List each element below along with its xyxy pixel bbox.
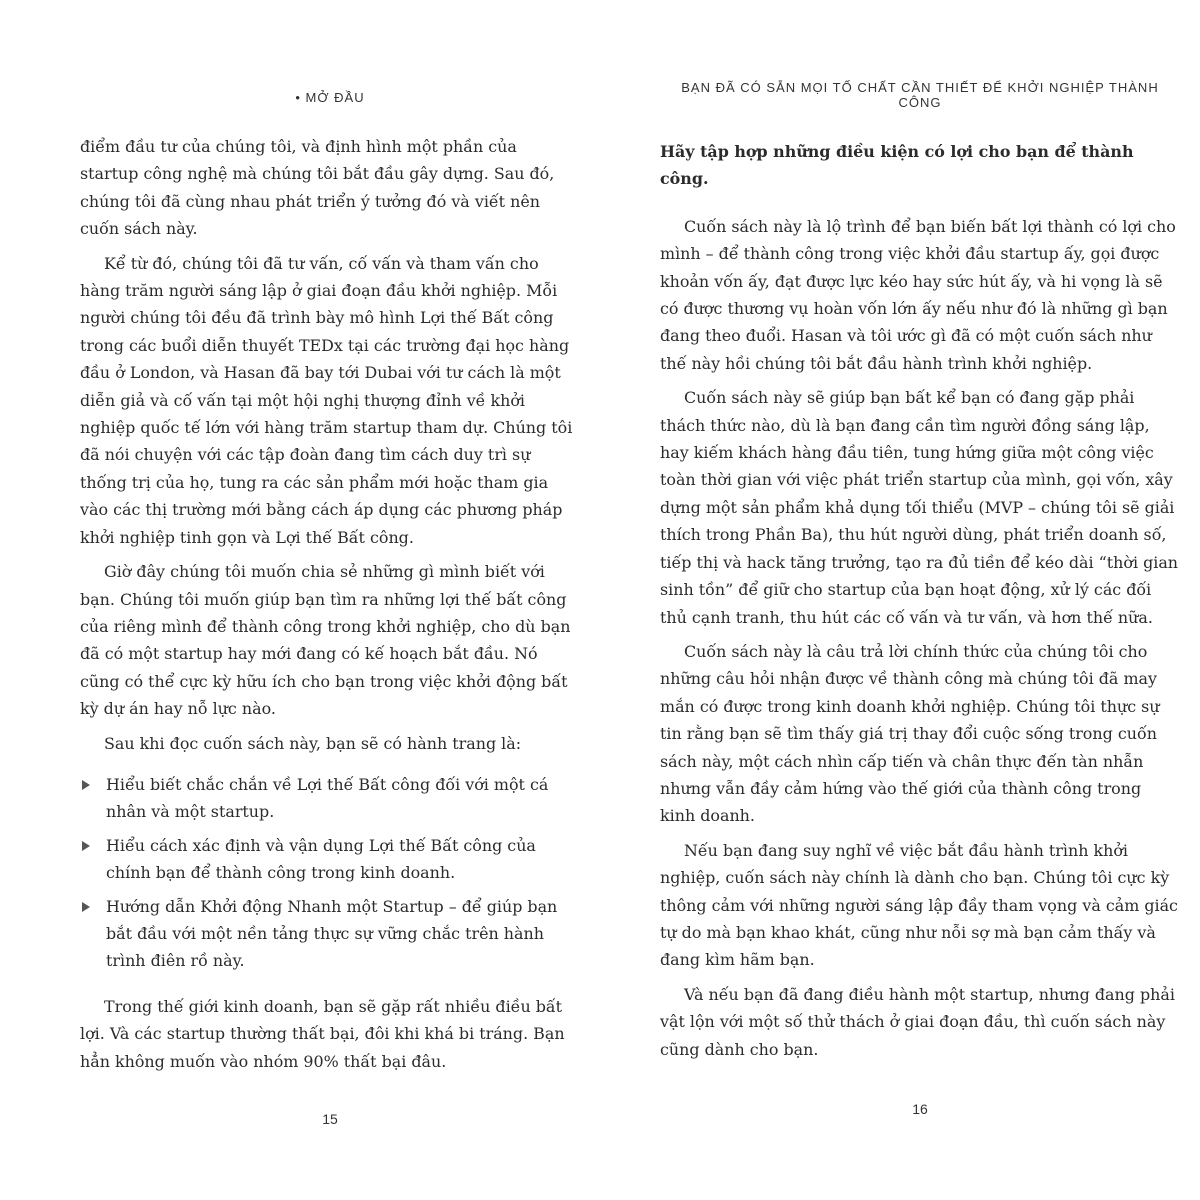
triangle-bullet-icon — [82, 841, 90, 851]
body-paragraph: Kể từ đó, chúng tôi đã tư vấn, cố vấn và tham vấn cho hàng trăm người sáng lập ở giai đoạn đầu khởi nghiệp. Mỗi người chúng tôi đều đã trình bày mô hình Lợi thế Bất công trong các buổi diễn thuyết TEDx tại các trường đại học hàng đầu ở London, và Hasan đã bay tới Dubai với tư cách là một diễn giả và cố vấn tại một hội nghị thượng đỉnh về khởi nghiệp quốc tế lớn với hàng trăm startup tham dự. Chúng tôi đã nói chuyện với các tập đoàn đang tìm cách duy trì sự thống trị của họ, tung ra các sản phẩm mới hoặc tham gia vào các thị trường mới bằng cách áp dụng các phương pháp khởi nghiệp tinh gọn và Lợi thế Bất công. — [80, 253, 573, 547]
list-item-text: Hướng dẫn Khởi động Nhanh một Startup – để giúp bạn bắt đầu với một nền tảng thực sự vững chắc trên hành trình điên rồ này. — [106, 896, 558, 971]
triangle-bullet-icon — [82, 780, 90, 790]
running-head: • MỞ ĐẦU — [295, 90, 365, 105]
list-item — [106, 832, 580, 887]
body-paragraph: Giờ đây chúng tôi muốn chia sẻ những gì mình biết với bạn. Chúng tôi muốn giúp bạn tìm ra những lợi thế bất công của riêng mình để thành công trong khởi nghiệp, cho dù bạn đã có một startup hay mới đang có kế hoạch bắt đầu. Nó cũng có thể cực kỳ hữu ích cho bạn trong việc khởi động bất kỳ dự án hay nỗ lực nào. — [80, 562, 571, 719]
list-item — [106, 893, 580, 975]
page-number: 16 — [912, 1101, 928, 1117]
body-paragraph: Cuốn sách này là lộ trình để bạn biến bất lợi thành có lợi cho mình – để thành công trong việc khởi đầu startup ấy, gọi được khoản vốn ấy, đạt được lực kéo hay sức hút ấy, và hi vọng là sẽ có được thương vụ hoàn vốn lớn ấy nếu như đó là những gì bạn đang theo đuổi. Hasan và tôi ước gì đã có một cuốn sách như thế này hồi chúng tôi bắt đầu hành trình khởi nghiệp. — [660, 216, 1176, 373]
list-item-text: Hiểu biết chắc chắn về Lợi thế Bất công đối với một cá nhân và một startup. — [106, 774, 549, 822]
body-paragraph: Trong thế giới kinh doanh, bạn sẽ gặp rất nhiều điều bất lợi. Và các startup thường thất bại, đôi khi khá bi tráng. Bạn hẳn không muốn vào nhóm 90% thất bại đâu. — [80, 996, 565, 1071]
left-page — [80, 90, 580, 1127]
bullet-list — [80, 771, 580, 975]
body-paragraph: Nếu bạn đang suy nghĩ về việc bắt đầu hành trình khởi nghiệp, cuốn sách này chính là dành cho bạn. Chúng tôi cực kỳ thông cảm với những người sáng lập đầy tham vọng và cảm giác tự do mà bạn khao khát, cũng như nỗi sợ mà bạn cảm thấy và đang kìm hãm bạn. — [660, 840, 1178, 970]
bold-heading-line: Hãy tập hợp những điều kiện có lợi cho bạn để thành công. — [660, 142, 1134, 189]
list-item-text: Hiểu cách xác định và vận dụng Lợi thế Bất công của chính bạn để thành công trong kinh doanh. — [106, 835, 536, 883]
list-item — [106, 771, 580, 826]
body-paragraph: Và nếu bạn đã đang điều hành một startup, nhưng đang phải vật lộn với một số thử thách ở giai đoạn đầu, thì cuốn sách này cũng dành cho bạn. — [660, 984, 1175, 1059]
running-head: BẠN ĐÃ CÓ SẴN MỌI TỐ CHẤT CẦN THIẾT ĐỂ KHỞI NGHIỆP THÀNH CÔNG — [681, 80, 1159, 110]
body-paragraph: Cuốn sách này là câu trả lời chính thức của chúng tôi cho những câu hỏi nhận được về thành công mà chúng tôi đã may mắn có được trong kinh doanh khởi nghiệp. Chúng tôi thực sự tin rằng bạn sẽ tìm thấy giá trị thay đổi cuộc sống trong cuốn sách này, một cách nhìn cấp tiến và chân thực đến tàn nhẫn nhưng vẫn đầy cảm hứng vào thế giới của thành công trong kinh doanh. — [660, 641, 1160, 826]
body-paragraph: Sau khi đọc cuốn sách này, bạn sẽ có hành trang là: — [104, 733, 522, 753]
right-page — [660, 80, 1180, 1117]
page-number: 15 — [322, 1111, 338, 1127]
body-paragraph: Cuốn sách này sẽ giúp bạn bất kể bạn có đang gặp phải thách thức nào, dù là bạn đang cần tìm người đồng sáng lập, hay kiếm khách hàng đầu tiên, tung hứng giữa một công việc toàn thời gian với việc phát triển startup của mình, gọi vốn, xây dựng một sản phẩm khả dụng tối thiểu (MVP – chúng tôi sẽ giải thích trong Phần Ba), thu hút người dùng, phát triển doanh số, tiếp thị và hack tăng trưởng, tạo ra đủ tiền để kéo dài “thời gian sinh tồn” để giữ cho startup của bạn hoạt động, xử lý các đối thủ cạnh tranh, thu hút các cố vấn và tư vấn, và hơn thế nữa. — [660, 388, 1179, 627]
triangle-bullet-icon — [82, 902, 90, 912]
body-paragraph: điểm đầu tư của chúng tôi, và định hình một phần của startup công nghệ mà chúng tôi bắt đầu gây dựng. Sau đó, chúng tôi đã cùng nhau phát triển ý tưởng đó và viết nên cuốn sách này. — [80, 137, 555, 239]
